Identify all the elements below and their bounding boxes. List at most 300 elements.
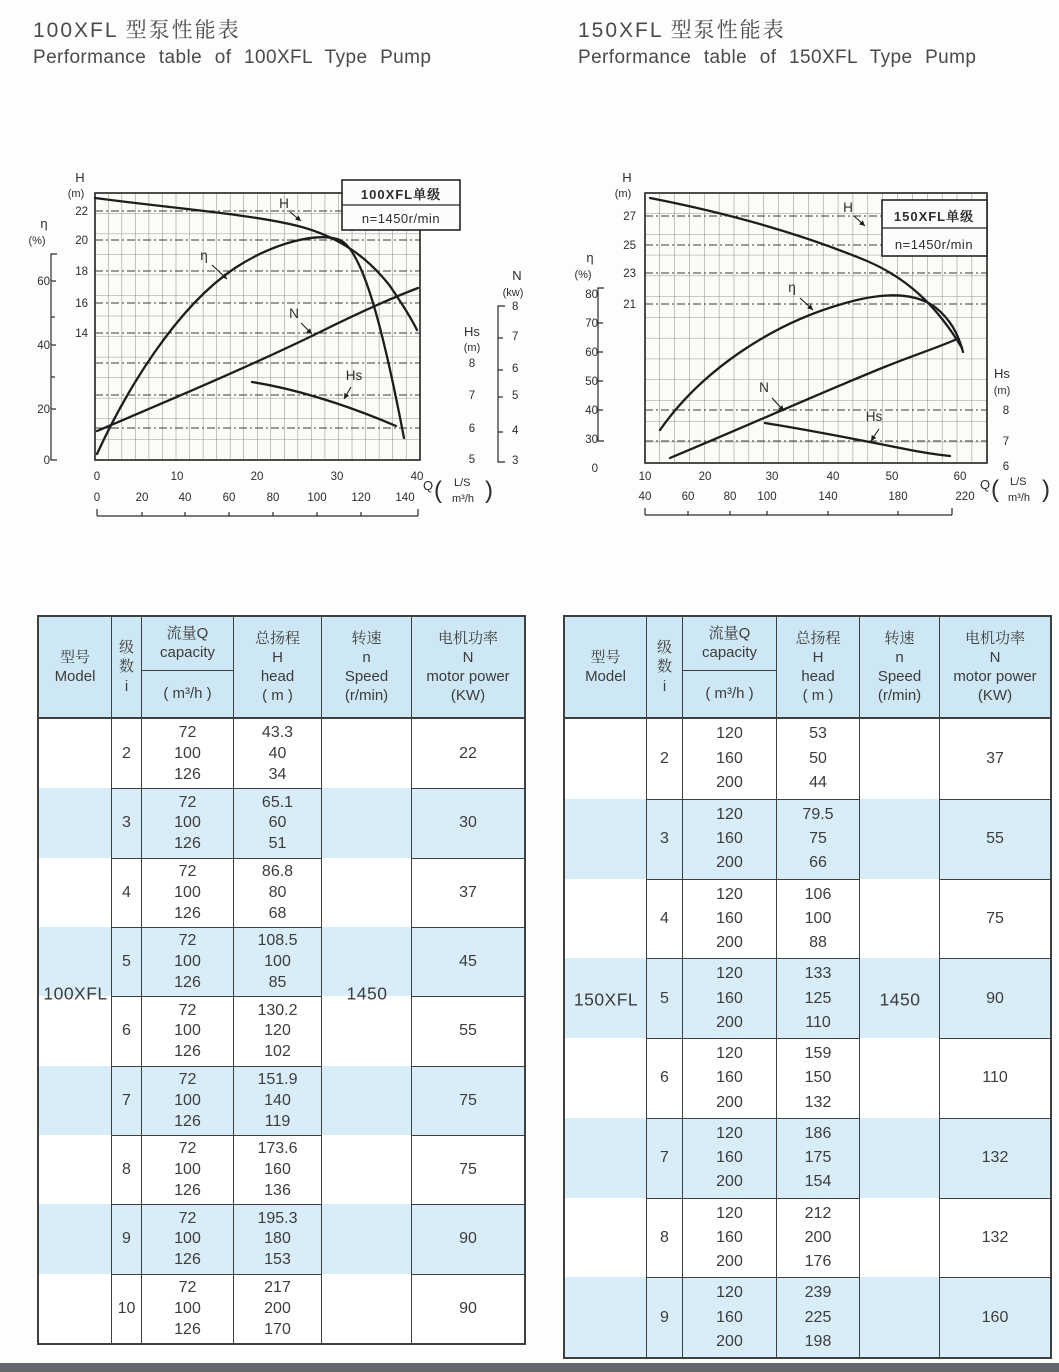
model-cell [565,1038,647,1118]
flow-value: 120 [716,885,743,903]
head-value: 50 [809,749,827,767]
flow-value: 126 [174,1320,201,1338]
x-axis-ls-tick: 10 [170,471,184,483]
curve-label-H: H [279,196,289,211]
eta-axis-tick: 0 [43,455,50,467]
stage-cell: 4 [112,858,142,927]
stage-group [39,1066,524,1135]
head-value: 154 [804,1173,832,1191]
hs-axis-label: Hs [994,366,1010,381]
flow-cell [683,719,777,799]
head-cell [234,858,322,927]
flow-value: 126 [174,835,201,853]
stage-group [39,927,524,996]
speed-cell [322,996,412,1065]
head-value: 86.8 [261,863,294,881]
flow-value: 72 [178,1071,197,1089]
q-paren-close: ) [485,477,493,504]
x-axis-ls-tick: 40 [826,471,840,483]
head-value: 180 [264,1230,291,1248]
power-value: 90 [459,1299,477,1317]
curve-label-η: η [200,248,208,263]
power-cell [412,719,524,788]
model-cell [39,788,112,857]
flow-value: 72 [178,723,197,741]
stage-group [39,1204,524,1273]
power-value: 110 [982,1069,1008,1087]
power-value: 55 [459,1022,477,1040]
n-axis-unit: (kw) [502,287,524,299]
head-cell [777,1118,860,1198]
flow-value: 200 [716,854,743,872]
power-cell [940,1277,1050,1357]
power-value: 45 [459,953,477,971]
q-paren-open: ( [991,476,999,503]
head-value: 176 [804,1253,832,1271]
head-cell [234,1135,322,1204]
stage-group [39,1135,524,1204]
power-value: 30 [459,814,477,832]
flow-cell [683,1038,777,1118]
stage-group [565,879,1050,959]
head-value: 43.3 [261,723,294,741]
h-axis-tick: 25 [623,240,636,252]
head-value: 34 [268,765,287,783]
stage-group [565,1118,1050,1198]
flow-value: 120 [716,1284,743,1302]
h-axis-tick: 27 [623,211,636,223]
stage-cell: 10 [112,1274,142,1343]
power-cell [940,1118,1050,1198]
stage-cell: 2 [647,719,683,799]
hs-axis-tick: 5 [468,454,476,466]
eta-axis-unit: (%) [28,235,46,247]
head-cell [777,1038,860,1118]
flow-value: 100 [174,953,201,971]
head-value: 75 [809,830,827,848]
x-axis-m3h-tick: 180 [888,491,908,503]
x-axis-m3h-tick: 20 [135,492,149,504]
flow-value: 200 [716,774,743,792]
head-value: 108.5 [257,932,298,950]
curve-label-N: N [759,380,769,395]
flow-value: 72 [178,863,197,881]
stage-group [565,1198,1050,1278]
x-axis-m3h-tick: 80 [723,491,737,503]
header-capacity-title: 流量Q capacity [683,617,776,671]
head-value: 175 [804,1149,832,1167]
head-cell [234,927,322,996]
head-value: 53 [809,725,827,743]
n-axis-label: N [512,268,522,283]
speed-cell [322,858,412,927]
flow-cell [142,788,234,857]
head-value: 51 [268,835,287,853]
eta-axis-label: η [40,216,48,231]
speed-cell [322,1204,412,1273]
speed-value: 1450 [879,989,921,1010]
curve-label-N: N [289,306,299,321]
model-value: 100XFL [43,983,108,1004]
curve-label-Hs: Hs [345,368,363,383]
x-axis-m3h-tick: 60 [681,491,695,503]
model-cell [565,1277,647,1357]
flow-value: 126 [174,1112,201,1130]
curve-label-η: η [788,280,796,295]
x-axis-m3h-tick: 80 [266,492,280,504]
stage-cell: 3 [647,799,683,879]
flow-value: 100 [174,814,201,832]
eta-axis-tick: 20 [37,404,50,416]
left-section-title-zh: 100XFL 型泵性能表 [33,19,241,42]
header-head: 总扬程 H head ( m ) [777,617,860,717]
header-stage: 级 数 i [647,617,683,717]
curve-label-H: H [843,200,853,215]
stage-cell: 7 [647,1118,683,1198]
head-cell [234,996,322,1065]
power-value: 75 [459,1161,477,1179]
flow-value: 120 [716,1045,743,1063]
head-value: 40 [268,744,287,762]
speed-cell [860,1198,940,1278]
x-axis-m3h-tick: 40 [638,491,652,503]
eta-axis-tick: 50 [585,376,598,388]
flow-value: 100 [174,883,201,901]
header-model: 型号 Model [565,617,647,717]
stage-group [39,719,524,788]
model-cell [565,1198,647,1278]
x-axis-m3h-tick: 40 [178,492,192,504]
flow-cell [683,1118,777,1198]
page-bottom-edge [0,1363,1059,1372]
flow-value: 160 [716,1228,743,1246]
header-power: 电机功率 N motor power (KW) [426,629,510,705]
x-axis-ls-tick: 30 [765,471,779,483]
stage-group [565,799,1050,879]
model-cell [565,719,647,799]
speed-cell [322,1135,412,1204]
header-capacity-title: 流量Q capacity [142,617,233,671]
head-value: 173.6 [257,1140,298,1158]
flow-value: 126 [174,1043,201,1061]
h-axis-unit: (m) [67,188,85,200]
power-cell [940,879,1050,959]
model-cell [39,858,112,927]
stage-group [39,788,524,857]
performance-chart-150xfl [552,158,1059,533]
head-value: 136 [264,1181,291,1199]
flow-value: 126 [174,765,201,783]
flow-cell [683,1198,777,1278]
head-cell [777,719,860,799]
power-value: 132 [981,1228,1009,1246]
stage-group [565,1038,1050,1118]
model-cell [39,719,112,788]
head-value: 88 [809,934,827,952]
table-body [565,719,1050,1357]
stage-group [39,858,524,927]
flow-value: 120 [716,725,743,743]
eta-axis-tick: 40 [37,340,50,352]
x-axis-ruler [645,508,952,515]
head-value: 102 [264,1043,291,1061]
h-axis-label: H [75,170,85,185]
head-value: 140 [264,1091,291,1109]
q-axis-symbol: Q [980,477,991,492]
hs-axis-tick: 7 [468,390,476,402]
power-value: 37 [986,749,1004,767]
head-value: 153 [264,1251,291,1269]
h-axis-tick: 22 [75,206,88,218]
performance-chart-100xfl [20,158,550,533]
x-axis-ls-tick: 50 [885,471,899,483]
x-axis-ls-tick: 60 [953,471,967,483]
n-axis-tick: 3 [512,455,519,467]
n-axis-tick: 4 [512,425,519,437]
n-axis-tick: 8 [512,301,519,313]
head-cell [234,788,322,857]
right-section-title-zh: 150XFL 型泵性能表 [578,19,786,42]
speed-value: 1450 [346,983,388,1004]
head-value: 150 [804,1069,832,1087]
stage-cell: 3 [112,788,142,857]
flow-cell [142,1204,234,1273]
stage-cell: 9 [112,1204,142,1273]
header-capacity [683,617,777,717]
head-cell [777,799,860,879]
model-cell [565,1118,647,1198]
flow-value: 120 [716,805,743,823]
flow-cell [142,927,234,996]
head-cell [234,719,322,788]
flow-value: 160 [716,909,743,927]
hs-axis-tick: 6 [468,423,476,435]
q-unit-m3h: m³/h [1008,492,1030,504]
q-unit-m3h: m³/h [452,493,474,505]
flow-value: 160 [716,749,743,767]
model-cell [565,799,647,879]
flow-value: 126 [174,1181,201,1199]
speed-cell [322,788,412,857]
model-cell [39,1135,112,1204]
head-value: 120 [264,1022,291,1040]
header-speed: 转速 n Speed (r/min) [860,617,940,717]
h-axis-tick: 21 [623,299,636,311]
head-value: 200 [264,1299,291,1317]
hs-axis-tick: 8 [1002,405,1010,417]
hs-axis-unit: (m) [463,342,481,354]
power-cell [940,719,1050,799]
header-capacity-unit: ( m³/h ) [163,685,212,703]
x-axis-m3h-tick: 100 [307,492,327,504]
speed-cell [860,799,940,879]
x-axis-m3h-tick: 60 [222,492,236,504]
stage-cell: 2 [112,719,142,788]
power-value: 22 [459,744,477,762]
x-axis-m3h-tick: 140 [818,491,838,503]
stage-group [565,719,1050,799]
model-value: 150XFL [573,989,639,1010]
stage-group [565,1277,1050,1357]
x-axis-m3h-tick: 140 [395,492,415,504]
head-value: 80 [268,883,287,901]
head-value: 100 [804,909,832,927]
x-axis-ls-tick: 20 [250,471,264,483]
flow-value: 160 [716,830,743,848]
flow-value: 100 [174,1161,201,1179]
head-cell [777,1198,860,1278]
power-value: 55 [986,830,1004,848]
head-cell [234,1274,322,1343]
power-cell [412,1135,524,1204]
plot-grid [95,193,420,460]
power-cell [940,799,1050,879]
flow-value: 126 [174,1251,201,1269]
hs-axis-tick: 6 [1002,461,1010,473]
flow-value: 72 [178,793,197,811]
header-stage: 级 数 i [112,617,142,717]
eta-axis-tick: 60 [585,347,598,359]
flow-value: 200 [716,1093,743,1111]
stage-cell: 5 [112,927,142,996]
model-cell [565,879,647,959]
legend-speed-line: n=1450r/min [361,211,441,226]
head-value: 68 [268,904,287,922]
h-axis-tick: 14 [75,328,88,340]
model-cell [39,1066,112,1135]
h-axis-tick: 20 [75,235,88,247]
eta-axis-tick: 70 [585,318,598,330]
head-value: 159 [804,1045,832,1063]
power-cell [412,996,524,1065]
flow-cell [683,958,777,1038]
flow-value: 160 [716,1069,743,1087]
n-axis-tick: 7 [512,331,519,343]
head-value: 239 [804,1284,832,1302]
head-value: 119 [264,1112,291,1130]
flow-value: 120 [716,965,743,983]
q-unit-ls: L/S [1010,476,1027,488]
flow-cell [142,1274,234,1343]
q-unit-ls: L/S [454,477,471,489]
hs-axis-tick: 7 [1002,436,1010,448]
head-value: 133 [804,965,832,983]
flow-value: 126 [174,973,201,991]
flow-value: 120 [716,1204,743,1222]
flow-value: 200 [716,1013,743,1031]
power-value: 160 [981,1308,1009,1326]
head-cell [777,958,860,1038]
speed-cell [860,1118,940,1198]
stage-group [39,996,524,1065]
flow-cell [142,1135,234,1204]
head-cell [234,1066,322,1135]
flow-value: 72 [178,1279,197,1296]
head-value: 110 [805,1013,831,1031]
speed-cell [860,719,940,799]
flow-value: 72 [178,932,197,950]
head-value: 100 [264,953,291,971]
flow-value: 120 [716,1124,743,1142]
stage-cell: 5 [647,958,683,1038]
eta-axis-tick: 30 [585,434,598,446]
q-paren-open: ( [434,477,442,504]
stage-cell: 9 [647,1277,683,1357]
speed-cell [322,719,412,788]
power-cell [940,1198,1050,1278]
power-cell [412,1274,524,1343]
head-value: 200 [804,1228,832,1246]
flow-cell [683,879,777,959]
head-cell [234,1204,322,1273]
table-header [565,617,1050,719]
flow-value: 100 [174,1230,201,1248]
header-speed: 转速 n Speed (r/min) [322,617,412,717]
head-value: 217 [264,1279,291,1296]
head-value: 85 [268,973,287,991]
speed-cell [322,1066,412,1135]
power-cell [940,1038,1050,1118]
head-value: 195.3 [257,1209,298,1227]
header-capacity-unit: ( m³/h ) [705,685,754,703]
flow-value: 200 [716,1253,743,1271]
power-cell [412,1204,524,1273]
eta-axis-tick: 60 [37,276,50,288]
stage-cell: 8 [112,1135,142,1204]
eta-axis-tick: 40 [585,405,598,417]
flow-value: 100 [174,744,201,762]
flow-cell [142,996,234,1065]
x-axis-m3h-tick: 120 [351,492,371,504]
header-power: 电机功率 N motor power (KW) [953,629,1037,705]
power-value: 75 [459,1091,477,1109]
power-value: 90 [459,1230,477,1248]
stage-cell: 7 [112,1066,142,1135]
legend-model-line: 150XFL单级 [893,209,975,224]
stage-cell: 8 [647,1198,683,1278]
hs-axis-label: Hs [464,324,480,339]
head-value: 151.9 [257,1071,298,1089]
head-value: 225 [804,1308,832,1326]
power-value: 90 [986,989,1004,1007]
head-value: 106 [804,885,832,903]
x-axis-ls-tick: 10 [638,471,652,483]
q-axis-symbol: Q [423,478,434,493]
x-axis-ls-tick: 0 [93,471,101,483]
flow-value: 200 [716,1173,743,1191]
power-value: 75 [986,909,1004,927]
legend-speed-line: n=1450r/min [894,237,974,252]
flow-cell [142,1066,234,1135]
curve-label-Hs: Hs [865,409,883,424]
stage-cell: 6 [647,1038,683,1118]
right-section-title-en: Performance table of 150XFL Type Pump [578,47,977,68]
flow-cell [683,799,777,879]
legend-model-line: 100XFL单级 [360,187,442,202]
flow-cell [142,858,234,927]
performance-table-150xfl [563,615,1052,1359]
power-value: 132 [981,1149,1009,1167]
power-cell [412,1066,524,1135]
eta-axis-tick: 0 [591,463,598,475]
table-header [39,617,524,719]
head-value: 160 [264,1161,291,1179]
head-value: 60 [268,814,287,832]
model-cell [39,1274,112,1343]
flow-value: 100 [174,1022,201,1040]
head-value: 66 [809,854,827,872]
head-value: 44 [809,774,827,792]
